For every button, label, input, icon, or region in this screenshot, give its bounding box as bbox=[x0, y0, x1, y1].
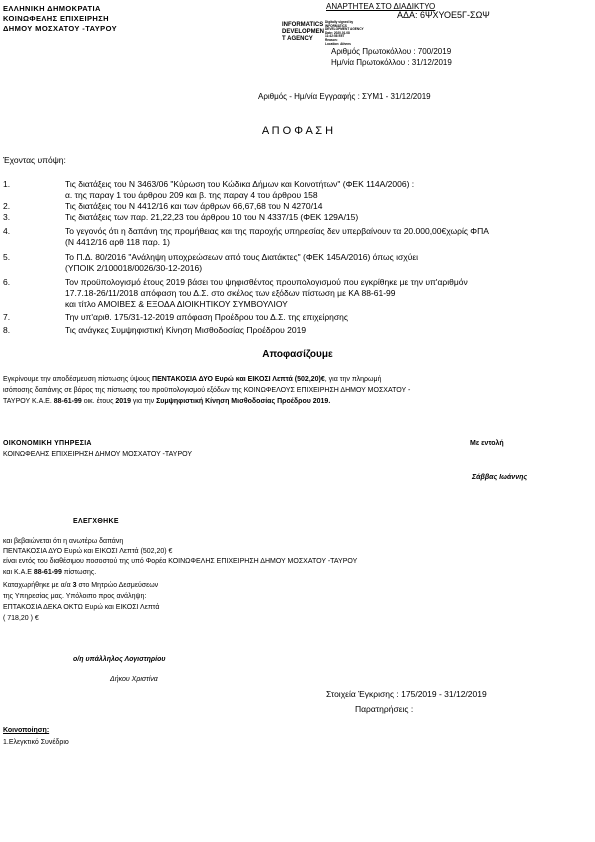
distribution-title: Κοινοποίηση: bbox=[3, 727, 50, 734]
distribution-item: 1.Ελεγκτικό Συνέδριο bbox=[3, 739, 69, 746]
item-6-line-2: 17.7.18-26/11/2018 απόφαση του Δ.Σ. στο σκέλος των εξόδων πίστωση με ΚΑ 88-61-99 bbox=[65, 288, 396, 298]
item-8-number: 8. bbox=[3, 325, 11, 335]
item-4-number: 4. bbox=[3, 226, 11, 236]
by-order-label: Με εντολή bbox=[470, 440, 504, 447]
item-3-line-1: Τις διατάξεις των παρ. 21,22,23 του άρθρου 10 του Ν 4337/15 (ΦΕΚ 129Α/15) bbox=[65, 212, 359, 222]
accountant-name: Δήκου Χριστίνα bbox=[110, 676, 158, 683]
item-8-line-1: Τις ανάγκες Συμψηφιστική Κίνηση Μισθοδοσίας Προέδρου 2019 bbox=[65, 325, 307, 335]
item-5-line-2: (ΥΠΟΙΚ 2/100018/0026/30-12-2016) bbox=[65, 263, 203, 273]
issuer-line-1: ΕΛΛΗΝΙΚΗ ΔΗΜΟΚΡΑΤΙΑ bbox=[3, 4, 101, 13]
approval-line-2: ισόποσης δαπάνης σε βάρος της πίστωσης του προϋπολογισμού εξόδων της ΚΟΙΝΩΦΕΛΟΥΣ ΕΠΙΧΕΙΡΗΣΗ ΔΗΜΟΥ ΜΟΣΧΑΤΟΥ - bbox=[3, 387, 411, 394]
audit-kae-line: και Κ.Α.Ε 88-61-99 πίστωσης. bbox=[3, 569, 97, 576]
audit-line-3: είναι εντός του διαθέσιμου ποσοστού της υπό Φορέα ΚΟΙΝΩΦΕΛΗΣ ΕΠΙΧΕΙΡΗΣΗ ΔΗΜΟΥ ΜΟΣΧΑΤΟΥ -ΤΑΥΡΟΥ bbox=[3, 558, 358, 565]
checked-label: ΕΛΕΓΧΘΗΚΕ bbox=[73, 518, 119, 525]
audit-remaining-line-1: της Υπηρεσίας μας. Υπόλοιπο προς ανάληψη: bbox=[3, 593, 147, 600]
audit-line-1: και βεβαιώνεται ότι η ανωτέρω δαπάνη bbox=[3, 538, 124, 545]
approval-line-3: ΤΑΥΡΟΥ Κ.Α.Ε. 88-61-99 οικ. έτους 2019 για την Συμψηφιστική Κίνηση Μισθοδοσίας Προέδρου 2019. bbox=[3, 398, 331, 405]
item-6-line-1: Τον προϋπολογισμό έτους 2019 βάσει του ψηφισθέντος προυπολογισμού που εγκρίθηκε με την υπ'αριθμόν bbox=[65, 277, 468, 287]
considering-label: Έχοντας υπόψη: bbox=[3, 155, 66, 165]
item-6-number: 6. bbox=[3, 277, 11, 287]
registration-number: Αριθμός - Ημ/νία Εγγραφής : ΣΥΜ1 - 31/12/2019 bbox=[258, 92, 431, 101]
stamp-line-3: T AGENCY bbox=[282, 36, 313, 42]
document-title: Α Π Ο Φ Α Σ Η bbox=[261, 125, 334, 137]
audit-remaining-line-3: ( 718,20 ) € bbox=[3, 615, 39, 622]
decide-heading: Αποφασίζουμε bbox=[262, 349, 333, 360]
audit-line-2: ΠΕΝΤΑΚΟΣΙΑ ΔΥΟ Ευρώ και ΕΙΚΟΣΙ Λεπτά (502,20) € bbox=[3, 548, 173, 555]
item-6-line-3: και τίτλο ΑΜΟΙΒΕΣ & ΕΞΟΔΑ ΔΙΟΙΚΗΤΙΚΟΥ ΣΥΜΒΟΥΛΙΟΥ bbox=[65, 299, 288, 309]
accountant-title: ο/η υπάλληλος Λογιστηρίου bbox=[73, 656, 166, 663]
finance-service-org: ΚΟΙΝΩΦΕΛΗΣ ΕΠΙΧΕΙΡΗΣΗ ΔΗΜΟΥ ΜΟΣΧΑΤΟΥ -ΤΑΥΡΟΥ bbox=[3, 451, 193, 458]
ada-code: ΑΔΑ: 6ΨΧΥΟΕ5Γ-ΣΩΨ bbox=[397, 10, 490, 20]
issuer-line-3: ΔΗΜΟΥ ΜΟΣΧΑΤΟΥ -ΤΑΥΡΟΥ bbox=[3, 24, 117, 33]
approval-line-1: Εγκρίνουμε την αποδέσμευση πίστωσης ύψους ΠΕΝΤΑΚΟΣΙΑ ΔΥΟ Ευρώ και ΕΙΚΟΣΙ Λεπτά (502,20)€, για την πληρωμή bbox=[3, 376, 382, 383]
item-3-number: 3. bbox=[3, 212, 11, 222]
protocol-date: Ημ/νία Πρωτοκόλλου : 31/12/2019 bbox=[331, 58, 452, 67]
item-5-number: 5. bbox=[3, 252, 11, 262]
item-4-line-2: (Ν 4412/16 αρθ 118 παρ. 1) bbox=[65, 237, 170, 247]
stamp-line-2: DEVELOPMEN bbox=[282, 29, 325, 35]
stamp-line-1: INFORMATICS bbox=[282, 22, 324, 28]
finance-service-title: ΟΙΚΟΝΟΜΙΚΗ ΥΠΗΡΕΣΙΑ bbox=[3, 440, 92, 447]
item-1-line-1: Τις διατάξεις του Ν 3463/06 "Κύρωση του Κώδικα Δήμων και Κοινοτήτων" (ΦΕΚ 114Α/2006) : bbox=[65, 179, 415, 189]
item-7-line-1: Την υπ'αριθ. 175/31-12-2019 απόφαση Προέδρου του Δ.Σ. της επιχείρησης bbox=[65, 312, 348, 322]
item-2-line-1: Τις διατάξεις του Ν 4412/16 και των άρθρων 66,67,68 του Ν 4270/14 bbox=[65, 201, 323, 211]
item-7-number: 7. bbox=[3, 312, 11, 322]
approval-amount: ΠΕΝΤΑΚΟΣΙΑ ΔΥΟ Ευρώ και ΕΙΚΟΣΙ Λεπτά (502,20)€ bbox=[152, 376, 325, 383]
issuer-line-2: ΚΟΙΝΩΦΕΛΗΣ ΕΠΙΧΕΙΡΗΣΗ bbox=[3, 14, 109, 23]
protocol-number: Αριθμός Πρωτοκόλλου : 700/2019 bbox=[331, 47, 452, 56]
remarks-label: Παρατηρήσεις : bbox=[355, 704, 414, 714]
stamp-details: Digitally signed by INFORMATICS DEVELOPMENT AGENCY Date: 2020.01.08 11:42:58 EET Reason: Location: Athens bbox=[325, 20, 364, 46]
posting-label: ΑΝΑΡΤΗΤΕΑ ΣΤΟ ΔΙΑΔΙΚΤΥΟ bbox=[326, 2, 436, 11]
signer-name: Σάββας Ιωάννης bbox=[472, 474, 528, 481]
item-4-line-1: Το γεγονός ότι η δαπάνη της προμήθειας και της παροχής υπηρεσίας δεν υπερβαίνουν τα 20.000,00€χωρίς ΦΠΑ bbox=[65, 226, 489, 236]
item-1-line-2: α. της παραγ 1 του άρθρου 209 και β. της παραγ 4 του άρθρου 158 bbox=[65, 190, 318, 200]
approval-data: Στοιχεία Έγκρισης : 175/2019 - 31/12/2019 bbox=[326, 689, 487, 699]
audit-remaining-line-2: ΕΠΤΑΚΟΣΙΑ ΔΕΚΑ ΟΚΤΩ Ευρώ και ΕΙΚΟΣΙ Λεπτά bbox=[3, 604, 160, 611]
audit-registered-line: Καταχωρήθηκε με α/α 3 στο Μητρώο Δεσμεύσεων bbox=[3, 582, 159, 589]
item-5-line-1: Το Π.Δ. 80/2016 "Ανάληψη υποχρεώσεων από τους Διατάκτες" (ΦΕΚ 145Α/2016) όπως ισχύει bbox=[65, 252, 419, 262]
item-2-number: 2. bbox=[3, 201, 11, 211]
item-1-number: 1. bbox=[3, 179, 11, 189]
